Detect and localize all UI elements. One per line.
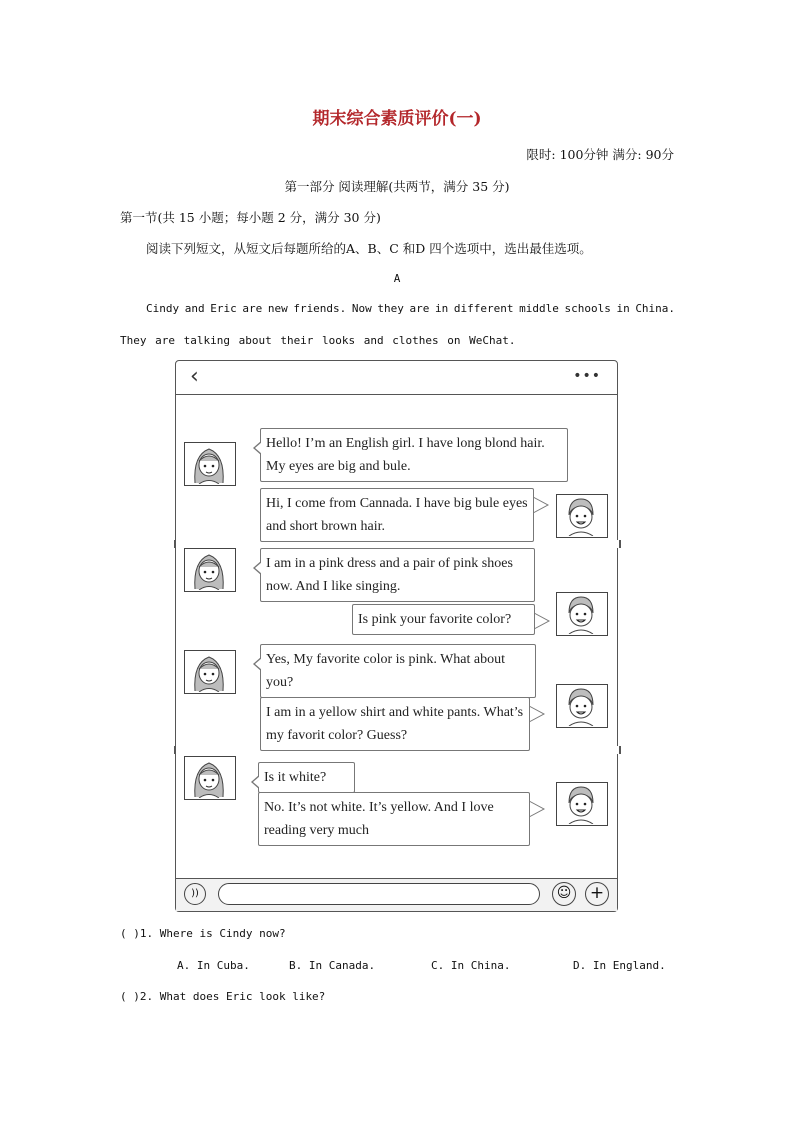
option-b: B. In Canada.: [289, 959, 376, 972]
exam-meta: 限时: 100分钟 满分: 90分: [526, 147, 674, 162]
boy-face-icon: [557, 783, 606, 824]
eric-avatar: [556, 782, 608, 826]
wechat-phone-illustration: [175, 360, 618, 912]
girl-face-icon: [185, 651, 234, 692]
emoji-icon: ☺: [552, 882, 576, 906]
message-bubble-eric: Hi, I come from Cannada. I have big bule eyes and short brown hair.: [260, 488, 534, 542]
message-bubble-cindy: Yes, My favorite color is pink. What about you?: [260, 644, 536, 698]
question-2: [120, 990, 325, 1003]
back-arrow-icon: ‹: [190, 364, 199, 389]
eric-avatar: [556, 592, 608, 636]
chat-input-bar: [176, 878, 617, 911]
girl-face-icon: [185, 443, 234, 484]
answer-blank: ( ): [120, 927, 140, 940]
option-a: A. In Cuba.: [177, 959, 250, 972]
cindy-avatar: [184, 548, 236, 592]
girl-face-icon: [185, 757, 234, 798]
passage-label: A: [393, 272, 401, 285]
boy-face-icon: [557, 495, 606, 536]
boy-face-icon: [557, 593, 606, 634]
message-bubble-eric: No. It’s not white. It’s yellow. And I love reading very much: [258, 792, 530, 846]
eric-avatar: [556, 684, 608, 728]
question-stem: 1. Where is Cindy now?: [139, 927, 286, 940]
message-bubble-eric: I am in a yellow shirt and white pants. What’s my favorit color? Guess?: [260, 697, 530, 751]
message-input: [218, 883, 540, 905]
question-1: [120, 927, 286, 940]
eric-avatar: [556, 494, 608, 538]
message-bubble-eric: Is pink your favorite color?: [352, 604, 535, 635]
cindy-avatar: [184, 650, 236, 694]
cindy-avatar: [184, 442, 236, 486]
voice-icon: )): [184, 883, 206, 905]
page-title: 期末综合素质评价(一): [312, 109, 482, 129]
option-d: D. In England.: [573, 959, 666, 972]
section-heading: 第一节(共 15 小题；每小题 2 分，满分 30 分): [120, 210, 381, 225]
answer-blank: ( ): [120, 990, 140, 1003]
more-menu-icon: •••: [573, 368, 601, 384]
girl-face-icon: [185, 549, 234, 590]
plus-icon: +: [585, 882, 609, 906]
chat-area: [176, 394, 617, 879]
chat-top-bar: [176, 361, 617, 395]
cindy-avatar: [184, 756, 236, 800]
question-stem: 2. What does Eric look like?: [139, 990, 326, 1003]
passage-intro-line2: They are talking about their looks and clothes on WeChat.: [120, 334, 516, 347]
message-bubble-cindy: Is it white?: [258, 762, 355, 793]
option-c: C. In China.: [431, 959, 511, 972]
boy-face-icon: [557, 685, 606, 726]
part-heading: 第一部分 阅读理解(共两节，满分 35 分): [284, 179, 510, 194]
instructions: 阅读下列短文，从短文后每题所给的A、B、C 和D 四个选项中，选出最佳选项。: [146, 241, 592, 256]
message-bubble-cindy: Hello! I’m an English girl. I have long blond hair. My eyes are big and bule.: [260, 428, 568, 482]
passage-intro-line1: Cindy and Eric are new friends. Now they are in different middle schools in China.: [146, 302, 676, 315]
message-bubble-cindy: I am in a pink dress and a pair of pink shoes now. And I like singing.: [260, 548, 535, 602]
